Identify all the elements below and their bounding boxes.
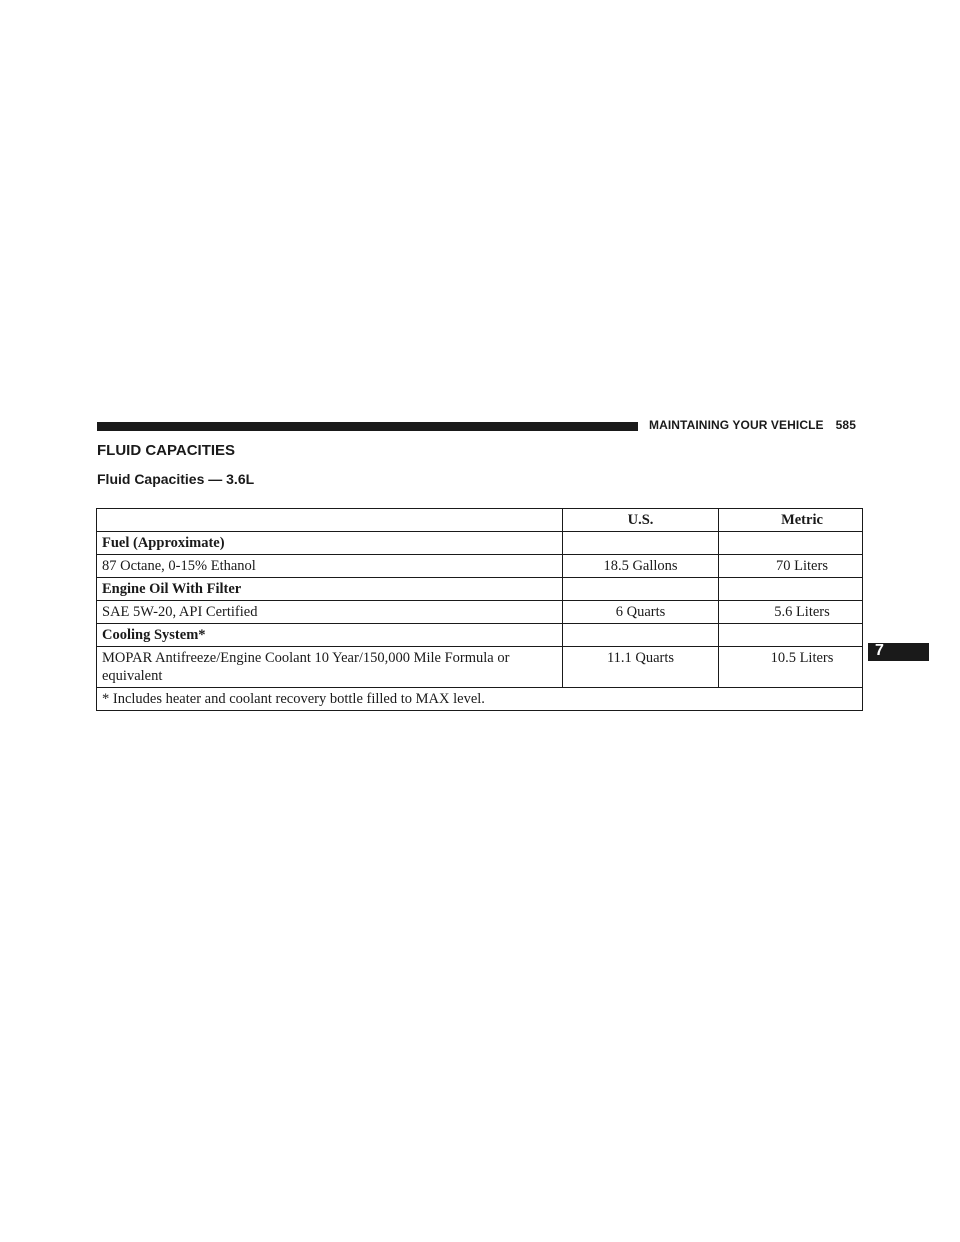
table-row <box>97 601 863 624</box>
row-us-value <box>563 578 719 601</box>
row-us-value: 18.5 Gallons <box>563 555 719 578</box>
row-item: Cooling System* <box>97 624 563 647</box>
row-item: SAE 5W-20, API Certified <box>97 601 563 624</box>
chapter-number: 7 <box>875 642 884 659</box>
row-item: Engine Oil With Filter <box>97 578 563 601</box>
row-metric-value: 10.5 Liters <box>719 647 863 688</box>
section-title: FLUID CAPACITIES <box>97 442 236 459</box>
table-footnote-row <box>97 688 863 711</box>
column-header-item <box>97 509 563 532</box>
row-item: MOPAR Antifreeze/Engine Coolant 10 Year/150,000 Mile Formula or equivalent <box>97 647 563 688</box>
row-metric-value: 5.6 Liters <box>719 601 863 624</box>
table-row <box>97 555 863 578</box>
table-footnote: * Includes heater and coolant recovery bottle filled to MAX level. <box>97 688 863 711</box>
table-row <box>97 624 863 647</box>
chapter-tab <box>868 643 929 661</box>
header-rule <box>97 422 638 431</box>
running-head <box>649 418 856 432</box>
row-us-value <box>563 532 719 555</box>
table-row <box>97 578 863 601</box>
table-title: Fluid Capacities — 3.6L <box>97 471 255 487</box>
table-row <box>97 647 863 688</box>
row-metric-value <box>719 624 863 647</box>
column-header-us: U.S. <box>563 509 719 532</box>
row-us-value: 11.1 Quarts <box>563 647 719 688</box>
row-us-value: 6 Quarts <box>563 601 719 624</box>
row-metric-value <box>719 578 863 601</box>
table-header-row <box>97 509 863 532</box>
page-number: 585 <box>835 418 856 432</box>
table-row <box>97 532 863 555</box>
row-item: 87 Octane, 0-15% Ethanol <box>97 555 563 578</box>
row-metric-value <box>719 532 863 555</box>
row-item: Fuel (Approximate) <box>97 532 563 555</box>
row-us-value <box>563 624 719 647</box>
row-metric-value: 70 Liters <box>719 555 863 578</box>
fluid-capacities-table <box>96 508 863 711</box>
column-header-metric: Metric <box>719 509 863 532</box>
running-title: MAINTAINING YOUR VEHICLE <box>649 418 824 432</box>
